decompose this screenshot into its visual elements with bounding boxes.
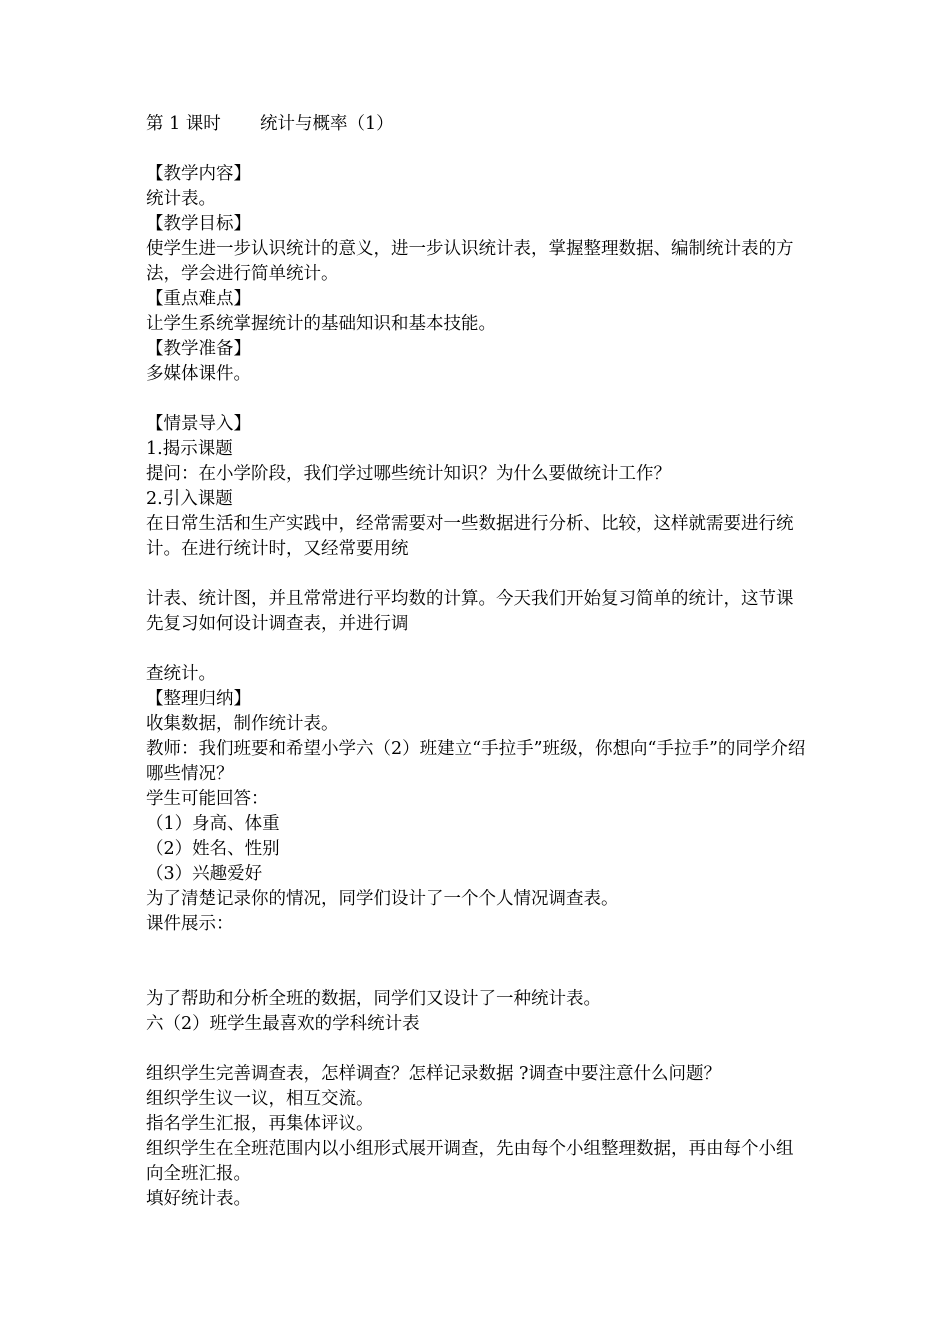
spacer <box>146 387 810 412</box>
organize-4: 组织学生在全班范围内以小组形式展开调查，先由每个小组整理数据，再由每个小组向全班汇报。 <box>146 1139 794 1184</box>
lesson-number: 第 1 课时 <box>146 114 221 134</box>
content-heading: 【教学内容】 <box>146 164 251 184</box>
spacer <box>146 562 810 587</box>
answer-1: （1）身高、体重 <box>146 814 280 834</box>
spacer <box>146 937 810 987</box>
intro-step-1-text: 提问：在小学阶段，我们学过哪些统计知识？为什么要做统计工作？ <box>146 464 671 484</box>
summary-heading: 【整理归纳】 <box>146 689 251 709</box>
key-text: 让学生系统掌握统计的基础知识和基本技能。 <box>146 314 496 334</box>
content-text: 统计表。 <box>146 189 216 209</box>
lesson-title <box>146 112 810 137</box>
intro-step-2-text-c: 查统计。 <box>146 664 216 684</box>
summary-design: 为了清楚记录你的情况，同学们设计了一个个人情况调查表。 <box>146 889 619 909</box>
spacer <box>146 137 810 162</box>
organize-5: 填好统计表。 <box>146 1189 251 1209</box>
intro-step-2: 2.引入课题 <box>146 489 233 509</box>
intro-step-2-text-b: 计表、统计图，并且常常进行平均数的计算。今天我们开始复习简单的统计，这节课先复习如何设计调查表，并进行调 <box>146 589 794 634</box>
summary-collect: 收集数据，制作统计表。 <box>146 714 339 734</box>
prep-heading: 【教学准备】 <box>146 339 251 359</box>
intro-step-1: 1.揭示课题 <box>146 439 233 459</box>
organize-2: 组织学生议一议，相互交流。 <box>146 1089 374 1109</box>
organize-1: 组织学生完善调查表，怎样调查？怎样记录数据 ?调查中要注意什么问题？ <box>146 1064 721 1084</box>
intro-heading: 【情景导入】 <box>146 414 251 434</box>
organize-3: 指名学生汇报，再集体评议。 <box>146 1114 374 1134</box>
spacer <box>146 1037 810 1062</box>
goal-heading: 【教学目标】 <box>146 214 251 234</box>
answer-2: （2）姓名、性别 <box>146 839 280 859</box>
prep-text: 多媒体课件。 <box>146 364 251 384</box>
document-page <box>146 112 810 1212</box>
summary-students: 学生可能回答： <box>146 789 269 809</box>
answer-3: （3）兴趣爱好 <box>146 864 263 884</box>
summary-show: 课件展示： <box>146 914 234 934</box>
goal-text: 使学生进一步认识统计的意义，进一步认识统计表，掌握整理数据、编制统计表的方法，学会进行简单统计。 <box>146 239 794 284</box>
lesson-topic: 统计与概率（1） <box>260 114 394 134</box>
intro-step-2-text-a: 在日常生活和生产实践中，经常需要对一些数据进行分析、比较，这样就需要进行统计。在进行统计时，又经常要用统 <box>146 514 794 559</box>
summary-teacher: 教师：我们班要和希望小学六（2）班建立“手拉手”班级，你想向“手拉手”的同学介绍哪些情况？ <box>146 739 806 784</box>
table-title: 六（2）班学生最喜欢的学科统计表 <box>146 1014 420 1034</box>
summary-table: 为了帮助和分析全班的数据，同学们又设计了一种统计表。 <box>146 989 601 1009</box>
spacer <box>146 637 810 662</box>
key-heading: 【重点难点】 <box>146 289 251 309</box>
